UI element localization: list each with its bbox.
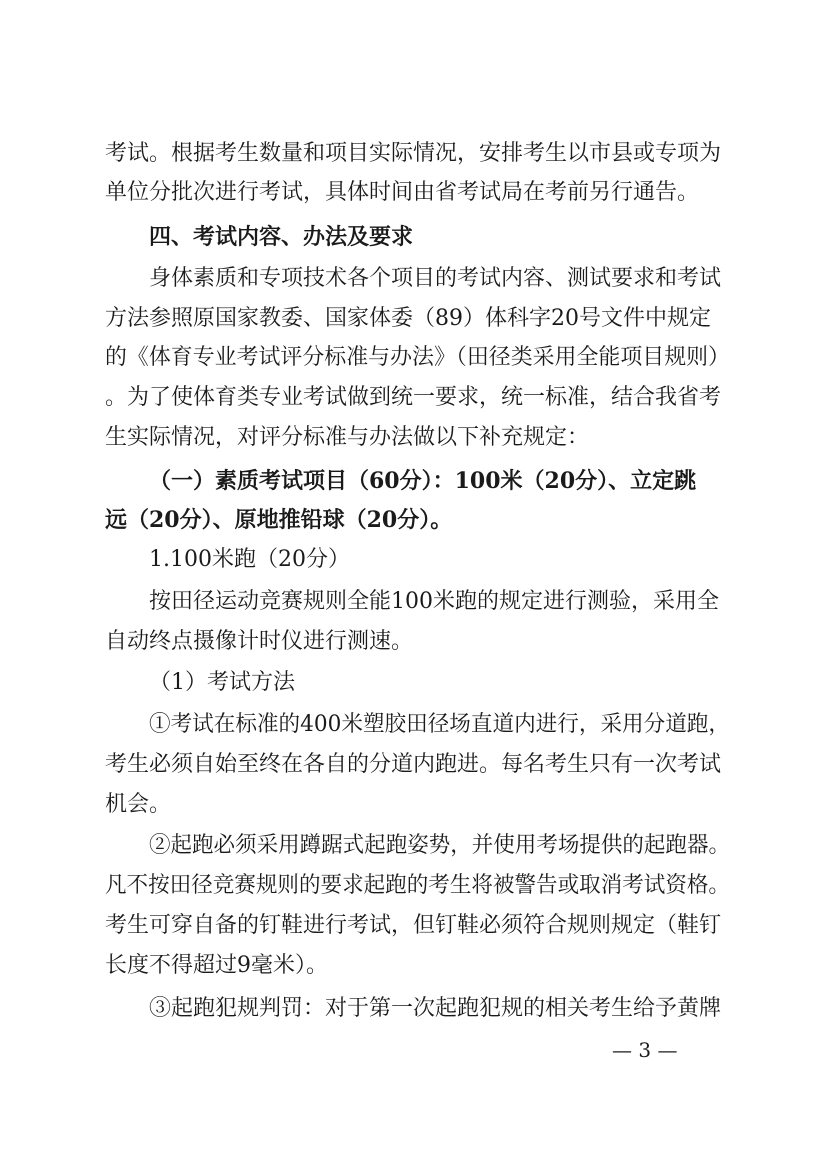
text-line: 机会。: [105, 792, 172, 817]
text-line: 长度不得超过9毫米）。: [105, 953, 328, 978]
text-line: ①考试在标准的400米塑胶田径场直道内进行，采用分道跑，: [149, 712, 730, 737]
text-line: 凡不按田径竞赛规则的要求起跑的考生将被警告或取消考试资格。: [105, 873, 730, 898]
text-line: ②起跑必须采用蹲踞式起跑姿势，并使用考场提供的起跑器。: [149, 833, 730, 858]
item-subheading: （1）考试方法: [149, 670, 295, 695]
text-line: 。为了使体育类专业考试做到统一要求，统一标准，结合我省考: [105, 385, 722, 410]
page-number: — 3 —: [612, 1038, 678, 1062]
text-line: 考试。根据考生数量和项目实际情况，安排考生以市县或专项为: [105, 141, 722, 166]
text-line: 身体素质和专项技术各个项目的考试内容、测试要求和考试: [149, 266, 722, 291]
text-line: 的《体育专业考试评分标准与办法》（田径类采用全能项目规则）: [105, 345, 730, 370]
text-line: 方法参照原国家教委、国家体委（89）体科字20号文件中规定: [105, 306, 711, 331]
text-line: 考生可穿自备的钉鞋进行考试，但钉鞋必须符合规则规定（鞋钉: [105, 913, 722, 938]
text-line: ③起跑犯规判罚：对于第一次起跑犯规的相关考生给予黄牌: [149, 996, 722, 1021]
text-line: 生实际情况，对评分标准与办法做以下补充规定：: [105, 425, 590, 450]
subsection-heading-cont: 远（20分）、原地推铅球（20分）。: [105, 507, 453, 533]
item-heading: 1.100米跑（20分）: [149, 547, 350, 572]
text-line: 单位分批次进行考试，具体时间由省考试局在考前另行通告。: [105, 180, 700, 205]
text-line: 按田径运动竞赛规则全能100米跑的规定进行测验，采用全: [149, 589, 719, 614]
section-heading: 四、考试内容、办法及要求: [149, 224, 414, 250]
subsection-heading: （一）素质考试项目（60分）：100米（20分）、立定跳: [149, 468, 697, 494]
text-line: 自动终点摄像计时仪进行测速。: [105, 629, 414, 654]
text-line: 考生必须自始至终在各自的分道内跑进。每名考生只有一次考试: [105, 752, 722, 777]
